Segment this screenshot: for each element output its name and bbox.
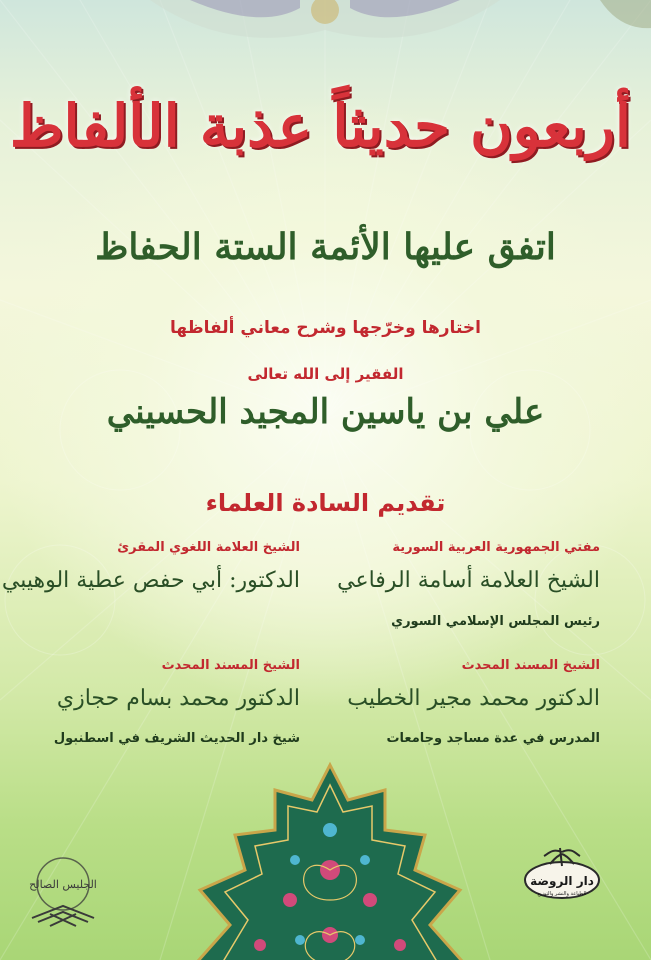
publisher-name: دار الروضة xyxy=(530,874,594,888)
book-title: أربعون حديثاً عذبة الألفاظ xyxy=(9,92,631,160)
scholar-name: الدكتور: أبي حفص عطية الوهيبي xyxy=(1,568,300,593)
scholar-title: مفتي الجمهورية العربية السورية xyxy=(392,540,600,555)
scholar-description: المدرس في عدة مساجد وجامعات xyxy=(386,731,600,746)
scholar-title: الشيخ المسند المحدث xyxy=(161,658,300,673)
humble-line: الفقير إلى الله تعالى xyxy=(247,365,404,383)
scholar-name: الشيخ العلامة أسامة الرفاعي xyxy=(337,568,600,593)
scholar-title: الشيخ المسند المحدث xyxy=(461,658,600,673)
book-subtitle: اتفق عليها الأئمة الستة الحفاظ xyxy=(95,226,556,268)
emblem-text: الجليس الصالح xyxy=(29,878,97,891)
scholar-description: شيخ دار الحديث الشريف في اسطنبول xyxy=(53,731,300,746)
islamic-medallion-ornament xyxy=(180,760,480,960)
author-name: علي بن ياسين المجيد الحسيني xyxy=(106,392,545,432)
publisher-logo xyxy=(522,842,602,902)
scholar-name: الدكتور محمد بسام حجازي xyxy=(56,686,300,711)
top-ornament xyxy=(0,0,651,60)
scholar-title: الشيخ العلامة اللغوي المقرئ xyxy=(117,540,300,555)
scholar-name: الدكتور محمد مجير الخطيب xyxy=(347,686,600,711)
presented-by-heading: تقديم السادة العلماء xyxy=(205,489,446,517)
publisher-tagline: للطباعة والنشر والتوزيع xyxy=(537,891,587,897)
scholar-description: رئيس المجلس الإسلامي السوري xyxy=(391,614,600,629)
calligraphy-emblem xyxy=(22,848,104,930)
authored-line: اختارها وخرّجها وشرح معاني ألفاظها xyxy=(170,318,481,338)
